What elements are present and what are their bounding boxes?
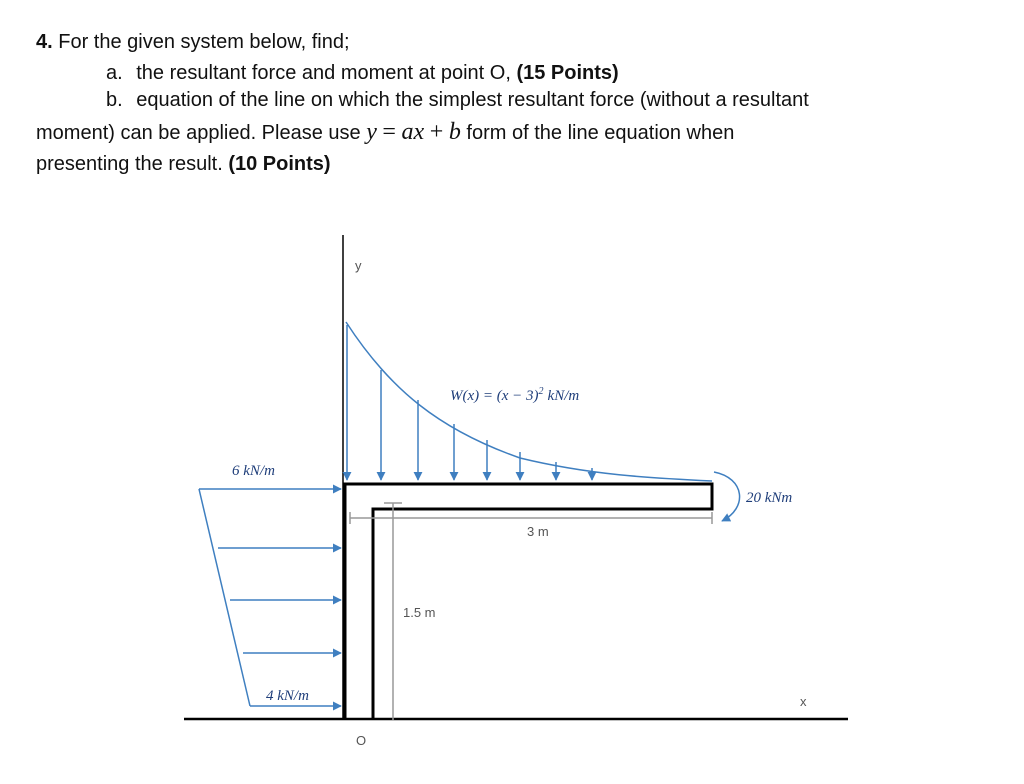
problem-number: 4.	[36, 31, 53, 53]
side-load-top-label: 6 kN/m	[232, 463, 275, 479]
side-load-bottom-label: 4 kN/m	[266, 688, 309, 704]
part-a-marker: a.	[106, 62, 123, 84]
part-b-points: (10 Points)	[228, 153, 331, 175]
part-b-text-2: moment) can be applied. Please use	[36, 122, 361, 144]
origin-label: O	[356, 733, 367, 748]
part-a-text: the resultant force and moment at point O,	[136, 62, 511, 84]
equation-ax: ax	[401, 119, 425, 145]
equation-y: y	[366, 119, 377, 145]
part-b-text-1: equation of the line on which the simplest resultant force (without a resultant	[136, 89, 809, 111]
top-load-label	[450, 386, 579, 404]
part-b-text-3: form of the line equation when	[466, 122, 735, 144]
top-load-expression: W(x) = (x − 3)	[450, 388, 539, 404]
moment-arc	[714, 472, 740, 521]
part-a-points: (15 Points)	[516, 62, 619, 84]
moment-label: 20 kNm	[746, 490, 793, 506]
problem-intro: For the given system below, find;	[58, 31, 350, 53]
side-load-arrows	[199, 489, 341, 706]
part-b-marker: b.	[106, 89, 123, 111]
top-load-exponent: 2	[538, 386, 544, 397]
horizontal-dimension-label: 3 m	[527, 524, 549, 539]
equation-equals: =	[382, 119, 396, 145]
y-axis-label: y	[355, 258, 362, 273]
equation-b: b	[448, 119, 461, 145]
part-b-text-4: presenting the result.	[36, 153, 223, 175]
top-load-unit: kN/m	[547, 388, 580, 404]
l-frame	[345, 484, 712, 718]
x-axis-label: x	[800, 694, 807, 709]
equation-plus: +	[429, 119, 444, 145]
side-load-profile	[199, 489, 250, 706]
vertical-dimension-label: 1.5 m	[403, 605, 436, 620]
